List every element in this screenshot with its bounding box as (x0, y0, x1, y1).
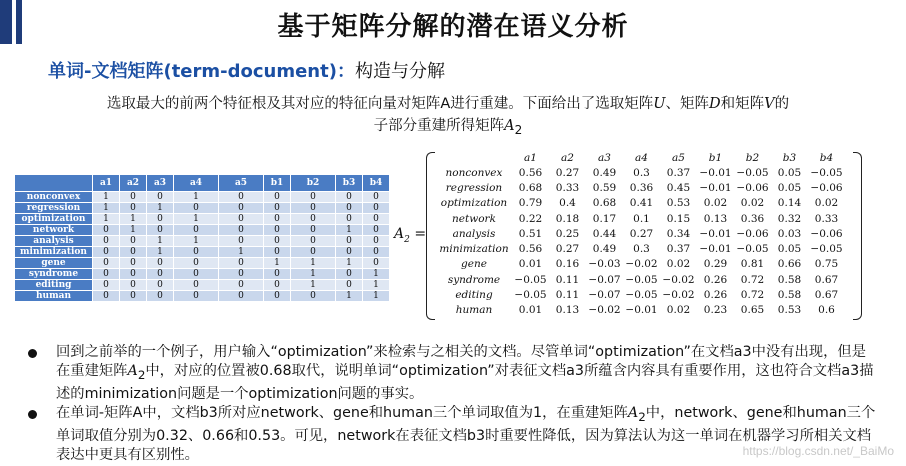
matrix-cell: −0.02 (588, 304, 621, 317)
matrix-cell: −0.06 (736, 181, 769, 194)
term-table-cell: 0 (291, 225, 335, 235)
matrix-cell: 0.56 (518, 166, 543, 179)
term-table-cell: 0 (336, 236, 362, 246)
matrix-cell: 0.11 (555, 273, 580, 286)
matrix-cell: 0.02 (666, 258, 691, 271)
term-table-cell: 1 (174, 214, 218, 224)
subtitle-strong: 单词-文档矩阵(term-document) (48, 61, 337, 82)
matrix-cell: −0.01 (699, 181, 732, 194)
term-table-cell: 0 (264, 192, 290, 202)
term-table-col-header: a1 (93, 175, 119, 191)
term-table-cell: 1 (291, 269, 335, 279)
term-table-cell: 0 (363, 236, 389, 246)
term-table-row-label: minimization (15, 247, 92, 257)
matrix-cell: 0.59 (592, 181, 617, 194)
intro-text-4: 的 (774, 96, 790, 112)
matrix-cell: 0.49 (592, 166, 617, 179)
term-table-row-label: human (15, 291, 92, 301)
matrix-cell: 0.53 (777, 304, 802, 317)
term-table-cell: 0 (219, 269, 263, 279)
term-table-cell: 1 (264, 258, 290, 268)
term-table-row (15, 247, 389, 257)
matrix-row-label: syndrome (447, 273, 501, 286)
matrix-cell: 0.1 (633, 212, 650, 225)
term-table-cell: 0 (336, 247, 362, 257)
matrix-cell: 0.33 (555, 181, 580, 194)
bullet-dot-icon (28, 410, 37, 419)
intro-matrix-a2: A (504, 118, 515, 134)
matrix-cell: 0.17 (592, 212, 617, 225)
term-table-cell: 0 (147, 291, 173, 301)
term-table-cell: 0 (219, 258, 263, 268)
matrix-cell: 0.02 (740, 197, 765, 210)
matrix-cell: 0.14 (777, 197, 802, 210)
term-table-row-label: gene (15, 258, 92, 268)
matrix-cell: 0.29 (703, 258, 728, 271)
term-table-cell: 0 (147, 214, 173, 224)
term-table-col-header: b3 (336, 175, 362, 191)
term-table-row (15, 192, 389, 202)
matrix-row (436, 196, 845, 211)
term-table-cell: 0 (291, 236, 335, 246)
matrix-cell: 0.03 (777, 227, 802, 240)
matrix-a2-subscript: 2 (404, 234, 410, 245)
term-table-col-header: a4 (174, 175, 218, 191)
explanation-text: 中，对应的位置被0.68取代，说明单词“optimization”对表征文档a3所蕴含内容具有重要作用，这也符合文档a3描述的minimization问题是一个optimization问题的事实。 (56, 363, 874, 402)
term-table-row (15, 203, 389, 213)
term-table-cell: 1 (291, 280, 335, 290)
term-table-cell: 0 (120, 236, 146, 246)
matrix-cell: −0.01 (699, 166, 732, 179)
term-table-cell: 0 (264, 247, 290, 257)
term-table-cell: 0 (363, 258, 389, 268)
matrix-cell: 0.56 (518, 243, 543, 256)
term-table-cell: 0 (174, 225, 218, 235)
matrix-cell: 0.13 (703, 212, 728, 225)
term-table-row-label: analysis (15, 236, 92, 246)
matrix-cell: −0.05 (736, 166, 769, 179)
term-table-cell: 0 (336, 214, 362, 224)
matrix-cell: −0.01 (699, 227, 732, 240)
term-table-cell: 0 (147, 269, 173, 279)
matrix-cell: 0.68 (592, 197, 617, 210)
matrix-cell: 0.67 (814, 273, 839, 286)
intro-text-2: 、矩阵 (665, 96, 710, 112)
matrix-cell: 0.58 (777, 273, 802, 286)
matrix-cell: −0.06 (810, 181, 843, 194)
term-table-cell: 1 (336, 225, 362, 235)
matrix-cell: −0.07 (588, 289, 621, 302)
matrix-row-label: optimization (440, 197, 508, 210)
reconstructed-matrix-a2 (436, 151, 845, 318)
matrix-cell: 0.26 (703, 289, 728, 302)
term-table-col-header: a2 (120, 175, 146, 191)
matrix-cell: 0.67 (814, 289, 839, 302)
term-table-col-header: b4 (363, 175, 389, 191)
term-table-cell: 0 (93, 225, 119, 235)
term-table-cell: 1 (93, 192, 119, 202)
matrix-row-label: analysis (452, 227, 496, 240)
term-table-cell: 0 (219, 192, 263, 202)
term-table-cell: 1 (147, 247, 173, 257)
matrix-cell: 0.16 (555, 258, 580, 271)
term-table-row-label: regression (15, 203, 92, 213)
matrix-row-label: nonconvex (445, 166, 503, 179)
term-table-cell: 0 (264, 236, 290, 246)
matrix-cell: 0.05 (777, 243, 802, 256)
intro-matrix-u: U (653, 96, 666, 112)
matrix-cell: 0.34 (666, 227, 691, 240)
matrix-cell: 0.25 (555, 227, 580, 240)
term-table-cell: 0 (336, 203, 362, 213)
term-table-cell: 0 (264, 214, 290, 224)
matrix-cell: 0.36 (740, 212, 765, 225)
subtitle-separator: ： (336, 61, 355, 82)
term-table-cell: 0 (93, 280, 119, 290)
intro-paragraph (30, 93, 866, 141)
matrix-cell: 0.02 (703, 197, 728, 210)
term-table-cell: 1 (363, 269, 389, 279)
explanation-matrix-a2: A (127, 363, 138, 379)
term-table-cell: 1 (147, 236, 173, 246)
term-table-cell: 0 (147, 225, 173, 235)
explanation-matrix-a2-sub: 2 (137, 367, 146, 382)
matrix-cell: −0.02 (625, 258, 658, 271)
term-table-cell: 0 (219, 280, 263, 290)
matrix-equals: = (414, 226, 427, 242)
matrix-cell: −0.05 (625, 289, 658, 302)
term-table-cell: 0 (336, 269, 362, 279)
term-table-cell: 0 (291, 214, 335, 224)
intro-text-1: 选取最大的前两个特征根及其对应的特征向量对矩阵A进行重建。下面给出了选取矩阵 (106, 96, 654, 112)
matrix-col-header: a1 (524, 152, 537, 164)
matrix-cell: 0.33 (814, 212, 839, 225)
matrix-cell: −0.05 (625, 273, 658, 286)
term-table-cell: 0 (363, 225, 389, 235)
term-table-cell: 1 (93, 203, 119, 213)
intro-text-3: 和矩阵 (720, 96, 765, 112)
intro-matrix-v: V (764, 96, 775, 112)
matrix-cell: −0.05 (810, 166, 843, 179)
term-table-cell: 0 (120, 203, 146, 213)
matrix-col-header: a4 (635, 152, 648, 164)
matrix-cell: −0.07 (588, 273, 621, 286)
term-table-cell: 0 (363, 192, 389, 202)
matrix-cell: −0.02 (662, 273, 695, 286)
intro-text-5: 子部分重建所得矩阵 (373, 118, 505, 134)
term-table-cell: 1 (336, 291, 362, 301)
matrix-cell: −0.02 (662, 289, 695, 302)
matrix-cell: 0.15 (666, 212, 691, 225)
matrix-row (436, 241, 845, 256)
matrix-cell: 0.49 (592, 243, 617, 256)
matrix-cell: 0.27 (555, 243, 580, 256)
term-table-cell: 0 (93, 258, 119, 268)
matrix-row (436, 272, 845, 287)
term-table-col-header: b1 (264, 175, 290, 191)
term-table-cell: 0 (120, 247, 146, 257)
term-table-cell: 0 (174, 258, 218, 268)
term-table-cell: 0 (120, 258, 146, 268)
matrix-cell: 0.72 (740, 289, 765, 302)
matrix-row (436, 180, 845, 195)
page-title: 基于矩阵分解的潜在语义分析 (277, 12, 629, 42)
matrix-cell: −0.01 (625, 304, 658, 317)
matrix-row (436, 303, 845, 318)
term-table-cell: 0 (336, 280, 362, 290)
matrix-cell: 0.3 (633, 166, 650, 179)
matrix-row-label: human (455, 304, 493, 317)
term-table-cell: 0 (336, 192, 362, 202)
matrix-col-header: a3 (598, 152, 611, 164)
term-table-cell: 1 (291, 258, 335, 268)
term-table-header-row (15, 175, 389, 191)
matrix-row (436, 211, 845, 226)
term-table-row-label: syndrome (15, 269, 92, 279)
term-table-cell: 0 (264, 291, 290, 301)
term-table-cell: 0 (93, 236, 119, 246)
term-table-cell: 0 (120, 192, 146, 202)
term-table-row-label: editing (15, 280, 92, 290)
term-table-cell: 1 (363, 280, 389, 290)
matrix-cell: −0.05 (514, 273, 547, 286)
matrix-cell: 0.58 (777, 289, 802, 302)
matrix-cell: −0.05 (810, 243, 843, 256)
term-table-row (15, 236, 389, 246)
term-document-table (14, 174, 390, 302)
matrix-cell: 0.3 (633, 243, 650, 256)
matrix-a2-symbol: A (394, 226, 405, 242)
term-table-row (15, 269, 389, 279)
intro-matrix-d: D (709, 96, 721, 112)
matrix-cell: 0.81 (740, 258, 765, 271)
term-table-cell: 0 (291, 203, 335, 213)
term-table-cell: 0 (363, 247, 389, 257)
matrix-cell: −0.05 (514, 289, 547, 302)
term-table-cell: 0 (291, 247, 335, 257)
term-table-cell: 0 (174, 291, 218, 301)
matrix-cell: 0.23 (703, 304, 728, 317)
matrix-row-label: network (452, 212, 496, 225)
term-table-cell: 0 (174, 269, 218, 279)
matrix-cell: 0.6 (818, 304, 835, 317)
matrix-row (436, 287, 845, 302)
term-table-cell: 0 (120, 269, 146, 279)
term-table-cell: 1 (147, 203, 173, 213)
matrix-left-bracket (426, 152, 435, 320)
matrix-cell: −0.06 (810, 227, 843, 240)
term-table-cell: 0 (264, 269, 290, 279)
term-table-col-header: a3 (147, 175, 173, 191)
matrix-cell: 0.41 (629, 197, 654, 210)
explanation-item (26, 343, 876, 404)
term-table-row (15, 258, 389, 268)
explanation-matrix-a2: A (627, 404, 639, 421)
matrix-row-label: gene (461, 258, 487, 271)
matrix-cell: 0.72 (740, 273, 765, 286)
intro-matrix-a2-sub: 2 (514, 122, 523, 137)
term-table-row (15, 280, 389, 290)
matrix-cell: 0.01 (518, 304, 543, 317)
term-table-cell: 0 (219, 225, 263, 235)
matrix-cell: −0.05 (736, 243, 769, 256)
matrix-cell: 0.53 (666, 197, 691, 210)
term-table-cell: 1 (336, 258, 362, 268)
matrix-cell: 0.37 (666, 166, 691, 179)
matrix-cell: 0.75 (814, 258, 839, 271)
term-table-cell: 0 (174, 203, 218, 213)
term-table-cell: 0 (219, 203, 263, 213)
matrix-a2-label (394, 226, 426, 245)
term-table-cell: 0 (93, 247, 119, 257)
term-table-cell: 0 (264, 280, 290, 290)
matrix-col-header: b4 (819, 152, 834, 164)
matrix-cell: 0.27 (629, 227, 654, 240)
term-table-cell: 1 (120, 214, 146, 224)
matrix-corner (436, 151, 512, 165)
matrix-cell: 0.45 (666, 181, 691, 194)
term-table-cell: 1 (120, 225, 146, 235)
explanation-matrix-a2-sub: 2 (638, 409, 646, 424)
matrix-cell: −0.03 (588, 258, 621, 271)
term-table-cell: 0 (264, 203, 290, 213)
term-table-corner (15, 175, 92, 191)
term-table-cell: 0 (93, 291, 119, 301)
matrix-row (436, 165, 845, 180)
matrix-col-header: b3 (782, 152, 797, 164)
term-table-cell: 0 (219, 236, 263, 246)
term-table-col-header: a5 (219, 175, 263, 191)
term-table-cell: 0 (291, 291, 335, 301)
matrix-cell: 0.36 (629, 181, 654, 194)
term-table-cell: 1 (174, 236, 218, 246)
term-table-cell: 0 (120, 280, 146, 290)
matrix-cell: 0.37 (666, 243, 691, 256)
term-table-row-label: network (15, 225, 92, 235)
matrix-cell: 0.11 (555, 289, 580, 302)
explanation-text: 回到之前举的一个例子，用户输入“optimization”来检索与之相关的文档。尽管单词“optimization”在文档a3中没有出现，但是在重建矩阵 (56, 344, 866, 379)
matrix-cell: 0.68 (518, 181, 543, 194)
matrix-cell: 0.22 (518, 212, 543, 225)
matrix-cell: 0.26 (703, 273, 728, 286)
section-subtitle (48, 57, 445, 83)
matrix-row (436, 257, 845, 272)
matrix-cell: 0.02 (814, 197, 839, 210)
watermark: https://blog.csdn.net/_BaiMo (742, 444, 894, 458)
term-table-cell: 0 (219, 214, 263, 224)
term-table-cell: 0 (93, 269, 119, 279)
matrix-cell: 0.02 (666, 304, 691, 317)
term-table-row-label: nonconvex (15, 192, 92, 202)
matrix-cell: 0.4 (559, 197, 576, 210)
matrix-row-label: editing (455, 289, 493, 302)
explanation-text: 在单词-矩阵A中，文档b3所对应network、gene和human三个单词取值为1，在重建矩阵 (56, 404, 628, 421)
matrix-cell: 0.44 (592, 227, 617, 240)
matrix-cell: 0.27 (555, 166, 580, 179)
matrix-col-header: a5 (672, 152, 685, 164)
matrix-cell: 0.05 (777, 181, 802, 194)
matrix-col-header: b1 (708, 152, 723, 164)
term-table-cell: 0 (147, 280, 173, 290)
term-table-cell: 0 (147, 258, 173, 268)
matrix-row-label: minimization (439, 243, 509, 256)
matrix-cell: −0.06 (736, 227, 769, 240)
term-table-cell: 0 (174, 280, 218, 290)
term-table-row (15, 214, 389, 224)
term-table-cell: 0 (219, 291, 263, 301)
matrix-cell: 0.05 (777, 166, 802, 179)
term-table-row (15, 225, 389, 235)
subtitle-rest: 构造与分解 (354, 61, 445, 82)
term-table-cell: 1 (93, 214, 119, 224)
matrix-cell: 0.79 (518, 197, 543, 210)
term-table-cell: 0 (363, 203, 389, 213)
term-table-cell: 0 (291, 192, 335, 202)
bullet-dot-icon (28, 349, 37, 358)
term-table-cell: 1 (174, 192, 218, 202)
term-table-cell: 0 (264, 225, 290, 235)
explanation-text: 中，network、gene和human三个单词取值分别为0.32、0.66和0.53。可见，network在表征文档b3时重要性降低，因为算法认为这一单词在机器学习所相关文档表达中更具有区别性。 (56, 404, 876, 463)
matrix-cell: 0.32 (777, 212, 802, 225)
matrix-row (436, 226, 845, 241)
matrix-cell: 0.18 (555, 212, 580, 225)
matrix-cell: 0.51 (518, 227, 543, 240)
matrix-right-bracket (853, 152, 862, 320)
matrix-col-header: a2 (561, 152, 574, 164)
term-table-cell: 0 (174, 247, 218, 257)
matrix-cell: 0.65 (740, 304, 765, 317)
matrix-row-label: regression (445, 181, 503, 194)
term-table-row (15, 291, 389, 301)
term-table-cell: 1 (219, 247, 263, 257)
matrix-cell: 0.66 (777, 258, 802, 271)
matrix-cell: 0.01 (518, 258, 543, 271)
term-table-row-label: optimization (15, 214, 92, 224)
term-table-cell: 0 (147, 192, 173, 202)
term-table-cell: 0 (120, 291, 146, 301)
matrix-cell: −0.01 (699, 243, 732, 256)
term-table-cell: 0 (363, 214, 389, 224)
matrix-col-header: b2 (745, 152, 760, 164)
matrix-cell: 0.13 (555, 304, 580, 317)
term-table-col-header: b2 (291, 175, 335, 191)
matrix-header-row (436, 151, 845, 165)
term-table-cell: 1 (363, 291, 389, 301)
